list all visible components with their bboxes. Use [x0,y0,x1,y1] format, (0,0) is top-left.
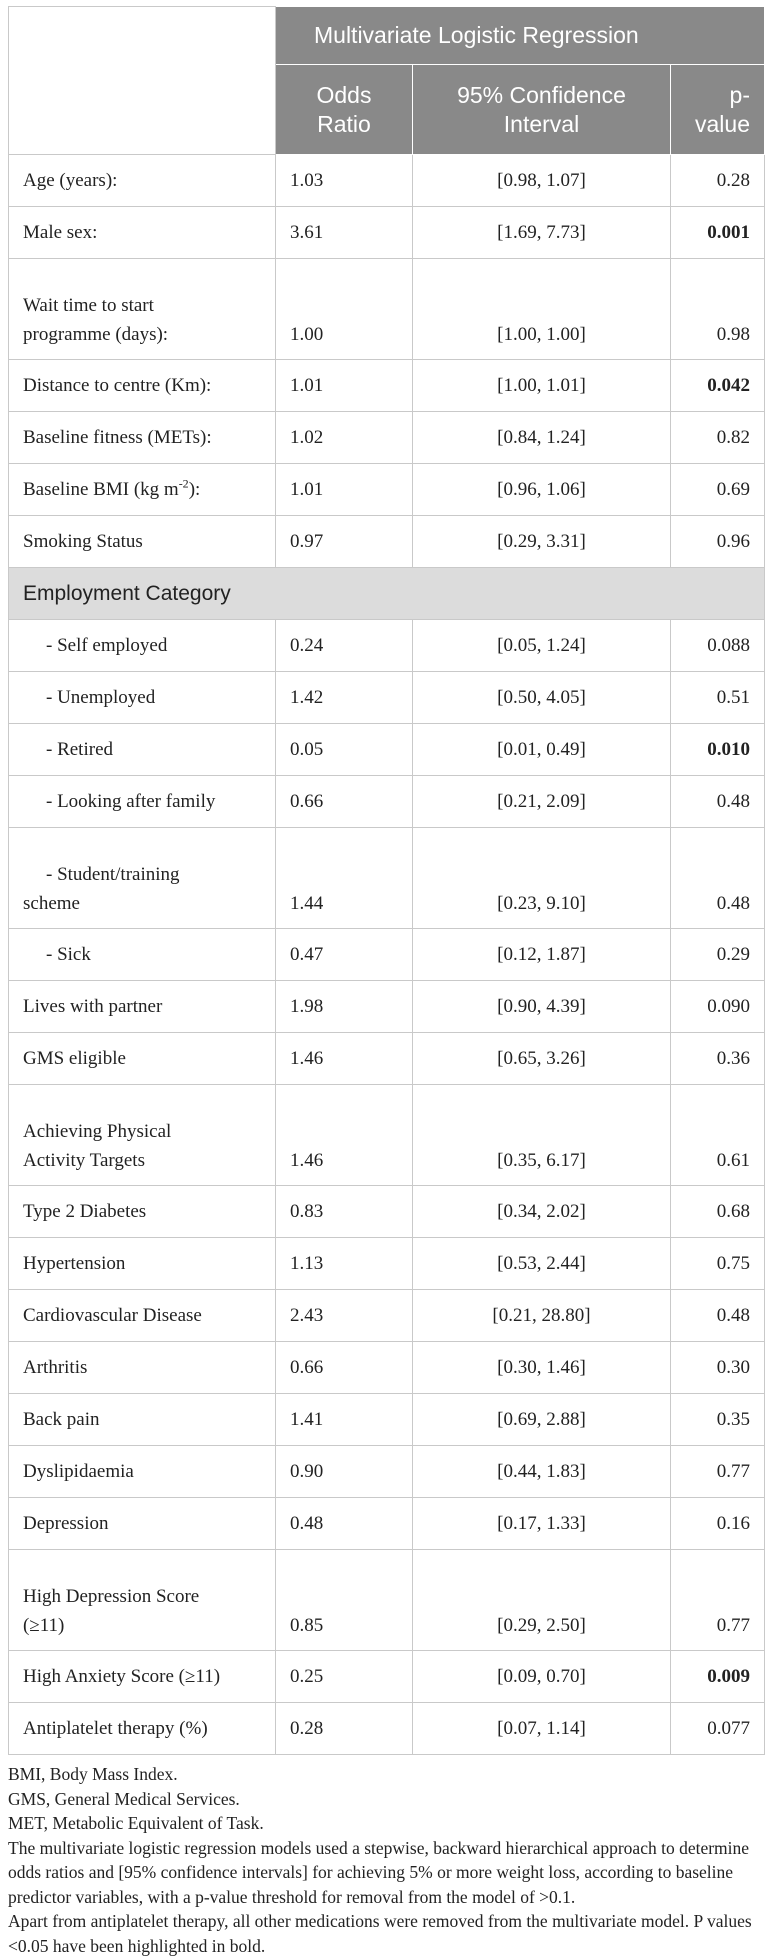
row-label: - Looking after family [9,776,276,828]
table-row [9,207,765,259]
row-label: Distance to centre (Km): [9,360,276,412]
p-value: 0.36 [671,1033,765,1085]
header-p-value: p- value [671,65,765,155]
confidence-interval: [0.01, 0.49] [413,724,671,776]
footnote-bmi: BMI, Body Mass Index. [8,1764,178,1784]
odds-ratio: 0.90 [276,1446,413,1498]
table-row [9,412,765,464]
confidence-interval: [0.23, 9.10] [413,828,671,929]
odds-ratio: 0.66 [276,776,413,828]
p-value: 0.088 [671,620,765,672]
odds-ratio: 1.01 [276,464,413,516]
confidence-interval: [0.09, 0.70] [413,1651,671,1703]
p-value: 0.77 [671,1446,765,1498]
footnote-medications: Apart from antiplatelet therapy, all other medications were removed from the multivariate model. P values <0.05 have been highlighted in bold. [8,1911,752,1956]
header-odds-ratio: Odds Ratio [276,65,413,155]
confidence-interval: [0.96, 1.06] [413,464,671,516]
row-label: Lives with partner [9,981,276,1033]
odds-ratio: 1.98 [276,981,413,1033]
confidence-interval: [0.07, 1.14] [413,1703,671,1755]
p-value: 0.48 [671,828,765,929]
row-label: - Self employed [9,620,276,672]
confidence-interval: [1.00, 1.01] [413,360,671,412]
odds-ratio: 1.42 [276,672,413,724]
confidence-interval: [0.84, 1.24] [413,412,671,464]
p-value: 0.042 [671,360,765,412]
row-label: Type 2 Diabetes [9,1186,276,1238]
row-label: Antiplatelet therapy (%) [9,1703,276,1755]
row-label: Male sex: [9,207,276,259]
table-footnotes [8,1762,764,1958]
p-value: 0.010 [671,724,765,776]
row-label: Achieving Physical Activity Targets [9,1085,276,1186]
row-label: Back pain [9,1394,276,1446]
header-confidence-interval: 95% Confidence Interval [413,65,671,155]
table-row [9,360,765,412]
row-label: Age (years): [9,155,276,207]
footnote-met: MET, Metabolic Equivalent of Task. [8,1813,264,1833]
odds-ratio: 0.47 [276,929,413,981]
p-value: 0.009 [671,1651,765,1703]
confidence-interval: [0.05, 1.24] [413,620,671,672]
odds-ratio: 1.00 [276,259,413,360]
table-row [9,1651,765,1703]
regression-table-container [8,6,764,1958]
table-row [9,1342,765,1394]
p-value: 0.69 [671,464,765,516]
table-row [9,981,765,1033]
p-value: 0.35 [671,1394,765,1446]
p-value: 0.77 [671,1550,765,1651]
table-row [9,155,765,207]
odds-ratio: 1.41 [276,1394,413,1446]
row-label: Cardiovascular Disease [9,1290,276,1342]
p-value: 0.61 [671,1085,765,1186]
table-row [9,1085,765,1186]
row-label: Wait time to start programme (days): [9,259,276,360]
confidence-interval: [1.00, 1.00] [413,259,671,360]
odds-ratio: 0.48 [276,1498,413,1550]
row-label: Depression [9,1498,276,1550]
p-value: 0.30 [671,1342,765,1394]
table-row [9,1550,765,1651]
header-group-title: Multivariate Logistic Regression [276,7,765,65]
row-label: - Student/training scheme [9,828,276,929]
confidence-interval: [0.65, 3.26] [413,1033,671,1085]
confidence-interval: [0.35, 6.17] [413,1085,671,1186]
footnote-method: The multivariate logistic regression models used a stepwise, backward hierarchical approach to determine odds ratios and [95% confidence intervals] for achieving 5% or more weight loss, according to baseline predictor variables, with a p-value threshold for removal from the model of >0.1. [8,1837,750,1907]
odds-ratio: 0.05 [276,724,413,776]
regression-table [8,6,765,1755]
table-row [9,929,765,981]
row-label: - Retired [9,724,276,776]
p-value: 0.68 [671,1186,765,1238]
confidence-interval: [0.50, 4.05] [413,672,671,724]
p-value: 0.001 [671,207,765,259]
category-row [9,568,765,620]
row-label: - Sick [9,929,276,981]
p-value: 0.51 [671,672,765,724]
p-value: 0.48 [671,1290,765,1342]
odds-ratio: 0.85 [276,1550,413,1651]
table-row [9,776,765,828]
odds-ratio: 2.43 [276,1290,413,1342]
table-row [9,1290,765,1342]
row-label: - Unemployed [9,672,276,724]
odds-ratio: 1.03 [276,155,413,207]
p-value: 0.48 [671,776,765,828]
footnote-gms: GMS, General Medical Services. [8,1788,240,1809]
odds-ratio: 0.66 [276,1342,413,1394]
row-label: Dyslipidaemia [9,1446,276,1498]
odds-ratio: 0.28 [276,1703,413,1755]
confidence-interval: [0.90, 4.39] [413,981,671,1033]
odds-ratio: 1.13 [276,1238,413,1290]
table-row [9,1498,765,1550]
confidence-interval: [0.21, 28.80] [413,1290,671,1342]
confidence-interval: [0.29, 3.31] [413,516,671,568]
table-row [9,259,765,360]
odds-ratio: 1.46 [276,1033,413,1085]
confidence-interval: [0.98, 1.07] [413,155,671,207]
confidence-interval: [0.21, 2.09] [413,776,671,828]
odds-ratio: 0.24 [276,620,413,672]
table-row [9,1394,765,1446]
table-row [9,828,765,929]
confidence-interval: [0.34, 2.02] [413,1186,671,1238]
confidence-interval: [1.69, 7.73] [413,207,671,259]
row-label: High Depression Score (≥11) [9,1550,276,1651]
table-row [9,620,765,672]
confidence-interval: [0.30, 1.46] [413,1342,671,1394]
table-row [9,516,765,568]
row-label: High Anxiety Score (≥11) [9,1651,276,1703]
p-value: 0.16 [671,1498,765,1550]
table-row [9,724,765,776]
row-label: Arthritis [9,1342,276,1394]
odds-ratio: 0.97 [276,516,413,568]
row-label: GMS eligible [9,1033,276,1085]
p-value: 0.96 [671,516,765,568]
table-row [9,1238,765,1290]
odds-ratio: 1.46 [276,1085,413,1186]
table-row [9,1033,765,1085]
confidence-interval: [0.44, 1.83] [413,1446,671,1498]
header-blank-cell [9,7,276,155]
p-value: 0.28 [671,155,765,207]
p-value: 0.98 [671,259,765,360]
odds-ratio: 0.25 [276,1651,413,1703]
odds-ratio: 0.83 [276,1186,413,1238]
table-row [9,1703,765,1755]
employment-category-title: Employment Category [9,568,765,620]
confidence-interval: [0.29, 2.50] [413,1550,671,1651]
confidence-interval: [0.53, 2.44] [413,1238,671,1290]
row-label: Smoking Status [9,516,276,568]
p-value: 0.75 [671,1238,765,1290]
p-value: 0.29 [671,929,765,981]
table-row [9,464,765,516]
odds-ratio: 3.61 [276,207,413,259]
p-value: 0.077 [671,1703,765,1755]
table-row [9,1446,765,1498]
odds-ratio: 1.01 [276,360,413,412]
table-row [9,672,765,724]
row-label: Baseline fitness (METs): [9,412,276,464]
confidence-interval: [0.69, 2.88] [413,1394,671,1446]
row-label: Hypertension [9,1238,276,1290]
p-value: 0.090 [671,981,765,1033]
table-row [9,1186,765,1238]
confidence-interval: [0.12, 1.87] [413,929,671,981]
odds-ratio: 1.44 [276,828,413,929]
p-value: 0.82 [671,412,765,464]
row-label: Baseline BMI (kg $m^{-2}$): [9,464,276,516]
odds-ratio: 1.02 [276,412,413,464]
confidence-interval: [0.17, 1.33] [413,1498,671,1550]
